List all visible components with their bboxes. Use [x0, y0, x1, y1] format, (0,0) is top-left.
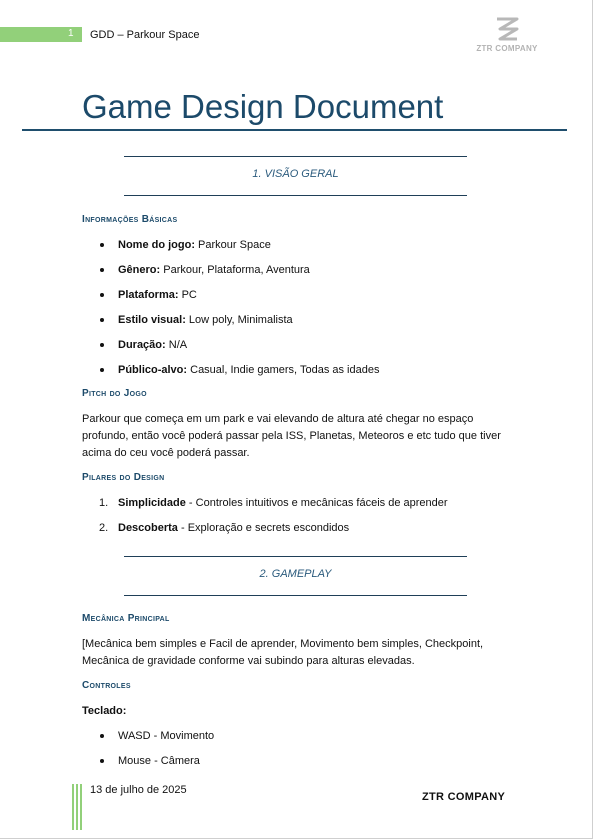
item-text: Mouse - Câmera — [118, 755, 200, 767]
section-heading-gameplay — [124, 556, 467, 596]
item-value: - Exploração e secrets escondidos — [177, 522, 350, 534]
heading-informacoes-basicas: Informações Básicas — [82, 214, 178, 225]
item-label: Gênero: — [118, 264, 161, 276]
bullet-icon — [100, 368, 104, 372]
title-rule — [22, 129, 567, 131]
item-value: N/A — [165, 339, 188, 351]
section-title: 1. VISÃO GERAL — [252, 168, 339, 180]
item-value: Parkour Space — [195, 239, 271, 251]
pitch-paragraph: Parkour que começa em um park e vai elevando de altura até chegar no espaço profundo, então você poderá passar pela ISS, Planetas, Meteoros e etc tudo que tiver acima do ceu você poderá passar. — [82, 413, 501, 459]
ztr-logo-icon — [494, 16, 520, 42]
section-heading-visao-geral — [124, 156, 467, 196]
mechanic-paragraph: [Mecânica bem simples e Facil de aprender, Movimento bem simples, Checkpoint, Mecânica de gravidade conforme vai subindo para alturas elevadas. — [82, 638, 484, 667]
document-title: Game Design Document — [82, 88, 444, 125]
item-value: Low poly, Minimalista — [185, 314, 293, 326]
bullet-icon — [100, 268, 104, 272]
bullet-icon — [100, 293, 104, 297]
item-text: WASD - Movimento — [118, 730, 215, 742]
item-label: Duração: — [118, 339, 166, 351]
bullet-icon — [100, 759, 104, 763]
item-label: Estilo visual: — [118, 314, 186, 326]
heading-controles: Controles — [82, 680, 131, 691]
bullet-icon — [100, 318, 104, 322]
item-value: Parkour, Plataforma, Aventura — [160, 264, 310, 276]
item-label: Nome do jogo: — [118, 239, 195, 251]
bullet-icon — [100, 343, 104, 347]
bullet-icon — [100, 734, 104, 738]
keyboard-label: Teclado: — [82, 705, 127, 717]
company-logo — [474, 16, 540, 53]
heading-pilares: Pilares do Design — [82, 472, 165, 483]
item-value: Casual, Indie gamers, Todas as idades — [187, 364, 380, 376]
footer-accent-bars — [72, 784, 82, 830]
item-value: - Controles intuitivos e mecânicas fáceis de aprender — [185, 497, 448, 509]
item-label: Descoberta — [118, 522, 178, 534]
bullet-icon — [100, 243, 104, 247]
item-label: Simplicidade — [118, 497, 186, 509]
page-number: 1 — [68, 28, 74, 39]
item-label: Público-alvo: — [118, 364, 188, 376]
item-number: 1. — [99, 497, 109, 509]
section-title: 2. GAMEPLAY — [259, 568, 332, 580]
logo-text: ZTR COMPANY — [476, 44, 538, 53]
heading-mecanica-principal: Mecânica Principal — [82, 613, 170, 624]
heading-pitch: Pitch do Jogo — [82, 388, 147, 399]
item-label: Plataforma: — [118, 289, 179, 301]
header-doc-name: GDD – Parkour Space — [90, 29, 200, 41]
footer-date: 13 de julho de 2025 — [90, 784, 187, 796]
item-value: PC — [178, 289, 197, 301]
item-number: 2. — [99, 522, 109, 534]
footer-company: ZTR COMPANY — [422, 791, 506, 803]
